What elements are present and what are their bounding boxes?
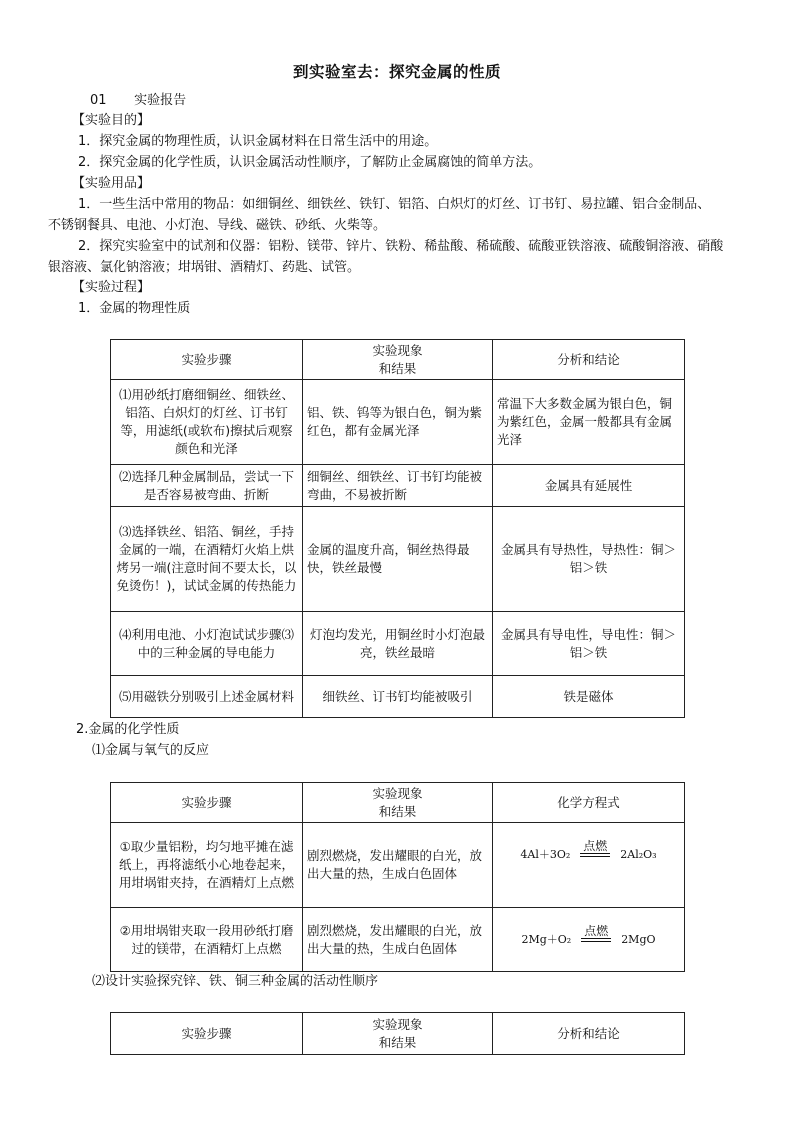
step-cell: ⑴用砂纸打磨细铜丝、细铁丝、铝箔、白炽灯的灯丝、订书钉等，用滤纸(或软布)擦拭后观察颜色和光泽 (111, 380, 303, 465)
header-cell: 实验步骤 (111, 783, 303, 823)
step-cell: ②用坩埚钳夹取一段用砂纸打磨过的镁带，在酒精灯上点燃 (111, 908, 303, 972)
step-cell: ⑵选择几种金属制品，尝试一下是否容易被弯曲、折断 (111, 465, 303, 507)
supplies-heading: 【实验用品】 (72, 176, 151, 191)
equation-cell (493, 908, 685, 972)
conclusion-cell: 金属具有导电性，导电性：铜＞铝＞铁 (493, 612, 685, 676)
reaction-condition (581, 925, 611, 942)
header-cell: 实验步骤 (111, 1013, 303, 1055)
step-cell: ①取少量铝粉，均匀地平摊在滤纸上，再将滤纸小心地卷起来，用坩埚钳夹持，在酒精灯上点燃 (111, 823, 303, 908)
condition-label: 点燃 (584, 924, 609, 938)
oxygen-reaction-table (110, 782, 685, 972)
page-title: 到实验室去：探究金属的性质 (292, 63, 501, 81)
result-cell: 金属的温度升高，铜丝热得最快，铁丝最慢 (303, 507, 493, 612)
table-row (111, 676, 685, 718)
result-cell: 剧烈燃烧，发出耀眼的白光，放出大量的热，生成白色固体 (303, 823, 493, 908)
supplies-item-1-line-2: 不锈钢餐具、电池、小灯泡、导线、磁铁、砂纸、火柴等。 (48, 218, 387, 233)
supplies-item-2-line-2: 银溶液、氯化钠溶液；坩埚钳、酒精灯、药匙、试管。 (48, 260, 361, 275)
purpose-heading: 【实验目的】 (72, 113, 151, 128)
equation-products: 2MgO (621, 933, 656, 946)
table-header-row (111, 1013, 685, 1055)
purpose-item-1: 1．探究金属的物理性质，认识金属材料在日常生活中的用途。 (78, 134, 438, 149)
equation-reactants: 4Al＋3O₂ (520, 848, 571, 861)
section-heading (90, 91, 790, 111)
step-cell: ⑸用磁铁分别吸引上述金属材料 (111, 676, 303, 718)
header-cell (303, 1013, 493, 1055)
table-header-row (111, 340, 685, 380)
header-cell: 分析和结论 (493, 1013, 685, 1055)
header-cell: 实验步骤 (111, 340, 303, 380)
supplies-item-1-line-1: 1．一些生活中常用的物品：如细铜丝、细铁丝、铁钉、铝箔、白炽灯的灯丝、订书钉、易拉罐、铝合金制品、 (78, 197, 711, 212)
section-label: 实验报告 (134, 93, 187, 108)
chem-heading: 2.金属的化学性质 (76, 722, 180, 737)
conclusion-cell: 金属具有导热性，导热性：铜＞铝＞铁 (493, 507, 685, 612)
equation-reactants: 2Mg＋O₂ (521, 933, 572, 946)
result-cell: 细铜丝、细铁丝、订书钉均能被弯曲，不易被折断 (303, 465, 493, 507)
equation-cell (493, 823, 685, 908)
chem-sub-1: ⑴金属与氧气的反应 (92, 743, 210, 758)
table-header-row (111, 783, 685, 823)
header-cell (303, 783, 493, 823)
header-cell: 化学方程式 (493, 783, 685, 823)
result-cell: 铝、铁、钨等为银白色，铜为紫红色，都有金属光泽 (303, 380, 493, 465)
conclusion-cell: 金属具有延展性 (493, 465, 685, 507)
result-cell: 细铁丝、订书钉均能被吸引 (303, 676, 493, 718)
header-cell-text: 实验现象 和结果 (372, 1016, 423, 1050)
table-row (111, 823, 685, 908)
table-row (111, 908, 685, 972)
physical-properties-table (110, 339, 685, 718)
header-cell (303, 340, 493, 380)
step-cell: ⑷利用电池、小灯泡试试步骤⑶中的三种金属的导电能力 (111, 612, 303, 676)
result-cell: 灯泡均发光，用铜丝时小灯泡最亮，铁丝最暗 (303, 612, 493, 676)
table-row (111, 465, 685, 507)
step-cell: ⑶选择铁丝、铝箔、铜丝，手持金属的一端，在酒精灯火焰上烘烤另一端(注意时间不要太长，以免烫伤！)，试试金属的传热能力 (111, 507, 303, 612)
activity-series-table (110, 1012, 685, 1055)
table-row (111, 612, 685, 676)
section-number: 01 (90, 93, 107, 108)
conclusion-cell: 铁是磁体 (493, 676, 685, 718)
header-cell: 分析和结论 (493, 340, 685, 380)
process-heading: 【实验过程】 (72, 280, 151, 295)
table-row (111, 380, 685, 465)
equation-products: 2Al₂O₃ (620, 848, 657, 861)
header-cell-text: 实验现象 和结果 (372, 785, 423, 819)
table-row (111, 507, 685, 612)
purpose-item-2: 2．探究金属的化学性质，认识金属活动性顺序，了解防止金属腐蚀的简单方法。 (78, 155, 542, 170)
equals-sign (581, 938, 611, 942)
header-cell-text: 实验现象 和结果 (372, 342, 423, 376)
condition-label: 点燃 (583, 839, 608, 853)
reaction-condition (580, 840, 610, 857)
conclusion-cell: 常温下大多数金属为银白色，铜为紫红色，金属一般都具有金属光泽 (493, 380, 685, 465)
equals-sign (580, 853, 610, 857)
chem-sub-2: ⑵设计实验探究锌、铁、铜三种金属的活动性顺序 (92, 974, 379, 989)
result-cell: 剧烈燃烧，发出耀眼的白光，放出大量的热，生成白色固体 (303, 908, 493, 972)
supplies-item-2-line-1: 2．探究实验室中的试剂和仪器：铝粉、镁带、锌片、铁粉、稀盐酸、稀硫酸、硫酸亚铁溶液、硫酸铜溶液、硝酸 (78, 239, 724, 254)
process-sub-1: 1．金属的物理性质 (78, 301, 191, 316)
